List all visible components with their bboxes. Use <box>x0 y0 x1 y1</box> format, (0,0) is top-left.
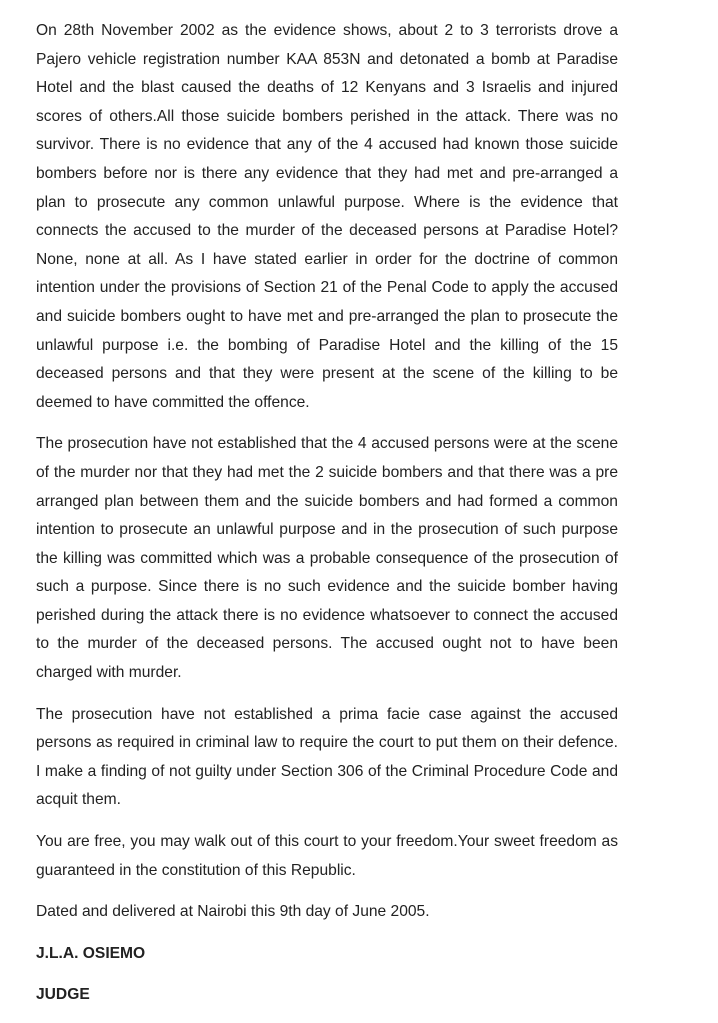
judge-title: JUDGE <box>36 986 90 1004</box>
paragraph-freedom: You are free, you may walk out of this court to your freedom.Your sweet freedom as guaranteed in the constitution of this Republic. <box>36 833 618 879</box>
judgment-document <box>36 17 618 1023</box>
paragraph-dated-delivered: Dated and delivered at Nairobi this 9th day of June 2005. <box>36 903 430 921</box>
paragraph-evidence-summary: On 28th November 2002 as the evidence shows, about 2 to 3 terrorists drove a Pajero vehicle registration number KAA 853N and detonated a bomb at Paradise Hotel and the blast caused the deaths of 12 Kenyans and 3 Israelis and injured scores of others.All those suicide bombers perished in the attack. There was no survivor. There is no evidence that any of the 4 accused had known those suicide bombers before nor is there any evidence that they had met and pre-arranged a plan to prosecute any common unlawful purpose. Where is the evidence that connects the accused to the murder of the deceased persons at Paradise Hotel? None, none at all. As I have stated earlier in order for the doctrine of common intention under the provisions of Section 21 of the Penal Code to apply the accused and suicide bombers ought to have met and pre-arranged the plan to prosecute the unlawful purpose i.e. the bombing of Paradise Hotel and the killing of the 15 deceased persons and that they were present at the scene of the killing to be deemed to have committed the offence. <box>36 22 618 411</box>
judge-name: J.L.A. OSIEMO <box>36 944 146 962</box>
paragraph-prosecution-failure: The prosecution have not established that the 4 accused persons were at the scene of the murder nor that they had met the 2 suicide bombers and that there was a pre arranged plan between them and the suicide bombers and had formed a common intention to prosecute an unlawful purpose and in the prosecution of such purpose the killing was committed which was a probable consequence of the prosecution of such a purpose. Since there is no such evidence and the suicide bomber having perished during the attack there is no evidence whatsoever to connect the accused to the murder of the deceased persons. The accused ought not to have been charged with murder. <box>36 435 618 682</box>
paragraph-finding-not-guilty: The prosecution have not established a prima facie case against the accused persons as required in criminal law to require the court to put them on their defence. I make a finding of not guilty under Section 306 of the Criminal Procedure Code and acquit them. <box>36 705 618 809</box>
